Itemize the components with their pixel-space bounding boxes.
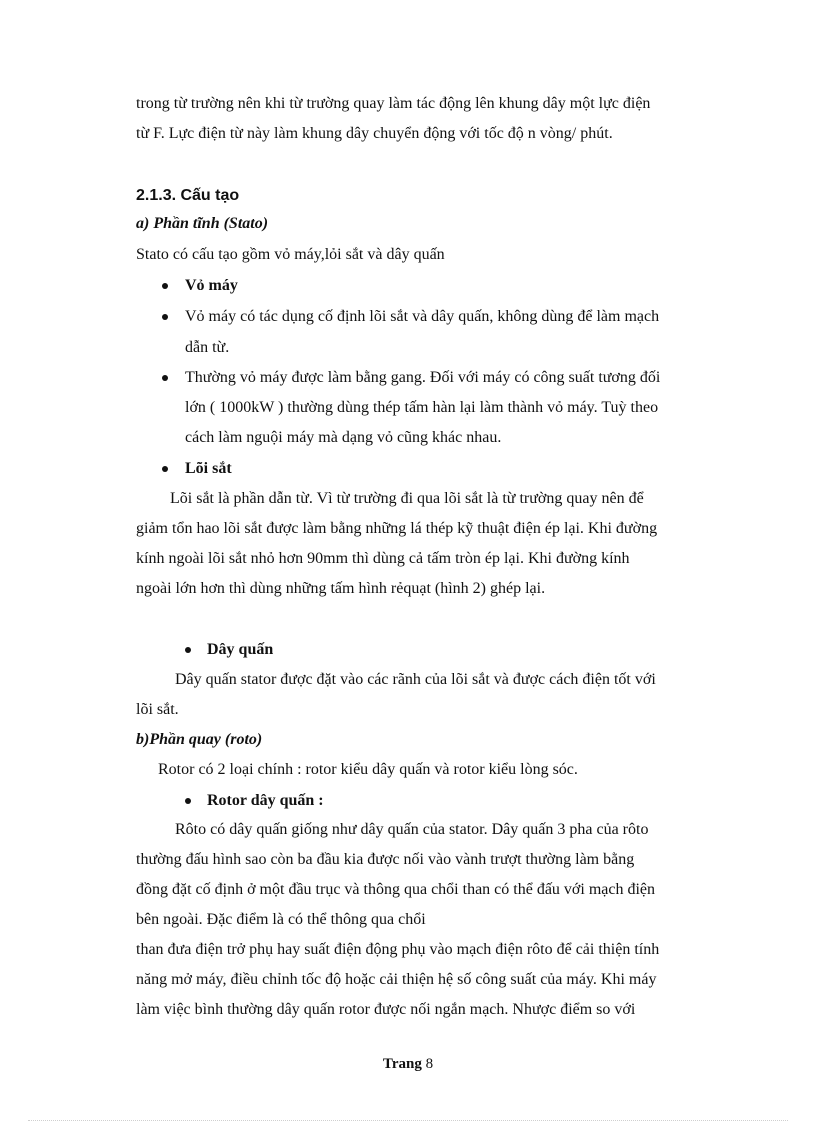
paragraph-line: năng mở máy, điều chỉnh tốc độ hoặc cải thiện hệ số công suất của máy. Khi máy [136, 971, 657, 988]
paragraph-line: Dây quấn stator được đặt vào các rãnh của lõi sắt và được cách điện tốt với [175, 671, 656, 688]
paragraph-line: thường đấu hình sao còn ba đầu kia được nối vào vành trượt thường làm bằng [136, 851, 635, 868]
paragraph-line: than đưa điện trở phụ hay suất điện động phụ vào mạch điện rôto để cải thiện tính [136, 941, 660, 958]
bullet-icon [162, 314, 168, 320]
bullet-item-continued: dẫn từ. [185, 339, 230, 356]
bullet-icon [162, 375, 168, 381]
paragraph-line: ngoài lớn hơn thì dùng những tấm hình rẻquạt (hình 2) ghép lại. [136, 580, 546, 597]
bullet-icon [162, 283, 168, 289]
paragraph-line: Rôto có dây quấn giống như dây quấn của stator. Dây quấn 3 pha của rôto [175, 821, 649, 838]
paragraph-line: trong từ trường nên khi từ trường quay làm tác động lên khung dây một lực điện [136, 95, 651, 112]
bullet-icon [185, 647, 191, 653]
paragraph-line: Lõi sắt là phần dẫn từ. Vì từ trường đi qua lõi sắt là từ trường quay nên để [170, 490, 644, 507]
section-heading: 2.1.3. Cấu tạo [136, 187, 240, 204]
bullet-item: Vỏ máy [185, 277, 238, 294]
subsection-heading: b)Phần quay (roto) [136, 731, 263, 748]
bullet-item: Rotor dây quấn : [207, 792, 324, 809]
paragraph-line: bên ngoài. Đặc điểm là có thể thông qua chổi [136, 911, 426, 928]
paragraph-line: Stato có cấu tạo gồm vỏ máy,lỏi sắt và dây quấn [136, 246, 445, 263]
paragraph-line: đồng đặt cố định ở một đầu trục và thông qua chổi than có thể đấu với mạch điện [136, 881, 656, 898]
bullet-item-continued: cách làm nguội máy mà dạng vỏ cũng khác nhau. [185, 429, 502, 446]
bullet-item: Thường vỏ máy được làm bằng gang. Đối với máy có công suất tương đối [185, 369, 661, 386]
paragraph-line: Rotor có 2 loại chính : rotor kiểu dây quấn và rotor kiểu lòng sóc. [158, 761, 578, 778]
subsection-heading: a) Phần tĩnh (Stato) [136, 215, 269, 232]
paragraph-line: giảm tổn hao lõi sắt được làm bằng những lá thép kỹ thuật điện ép lại. Khi đường [136, 520, 658, 537]
page-bottom-rule [28, 1120, 788, 1121]
paragraph-line: lõi sắt. [136, 701, 179, 718]
bullet-item-continued: lớn ( 1000kW ) thường dùng thép tấm hàn lại làm thành vỏ máy. Tuỳ theo [185, 399, 659, 416]
paragraph-line: từ F. Lực điện từ này làm khung dây chuyển động với tốc độ n vòng/ phút. [136, 125, 613, 142]
bullet-icon [185, 798, 191, 804]
bullet-item: Dây quấn [207, 641, 274, 658]
page-footer [0, 1056, 816, 1073]
bullet-item: Lõi sắt [185, 460, 232, 477]
paragraph-line: kính ngoài lõi sắt nhỏ hơn 90mm thì dùng cả tấm tròn ép lại. Khi đường kính [136, 550, 630, 567]
page-label: Trang [382, 1056, 422, 1072]
paragraph-line: làm việc bình thường dây quấn rotor được nối ngắn mạch. Nhược điểm so với [136, 1001, 636, 1018]
page-number: 8 [425, 1056, 434, 1072]
bullet-icon [162, 466, 168, 472]
bullet-item: Vỏ máy có tác dụng cố định lõi sắt và dây quấn, không dùng để làm mạch [185, 308, 660, 325]
